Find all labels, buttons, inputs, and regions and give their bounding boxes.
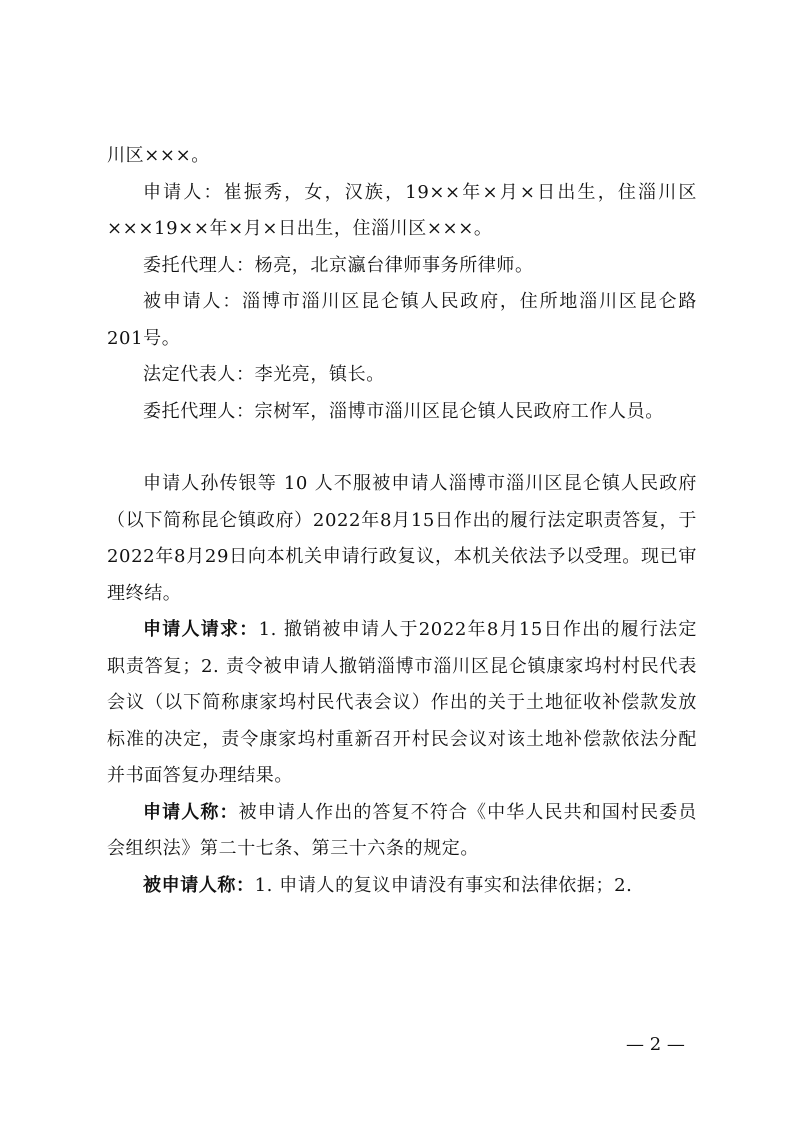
paragraph-respondent-claims: [107, 868, 697, 905]
paragraph-text: 法定代表人：李光亮，镇长。: [143, 364, 385, 385]
paragraph-applicant-agent: [107, 248, 697, 285]
paragraph-label: 申请人称：: [143, 801, 239, 823]
paragraph-case-intro: [107, 466, 697, 612]
page-number: — 2 —: [626, 1034, 685, 1055]
paragraph-text: 1. 撤销被申请人于2022年8月15日作出的履行法定职责答复；2. 责令被申请人撤销淄博市淄川区昆仑镇康家坞村村民代表会议（以下简称康家坞村民代表会议）作出的关于土地征收补偿款发放标准的决定，责令康家坞村重新召开村民会议对该土地补偿款依法分配并书面答复办理结果。: [107, 619, 697, 786]
paragraph-respondent-agent: [107, 394, 697, 431]
paragraph-applicant-claims: [107, 795, 697, 868]
paragraph-text: 被申请人作出的答复不符合《中华人民共和国村民委员会组织法》第二十七条、第三十六条的规定。: [107, 801, 697, 859]
paragraph-respondent: [107, 284, 697, 357]
paragraph-text: 委托代理人：杨亮，北京瀛台律师事务所律师。: [143, 254, 534, 276]
paragraph-text: 川区×××。: [107, 145, 210, 166]
paragraph-gap: [107, 430, 697, 466]
paragraph-legal-representative: [107, 357, 697, 394]
paragraph-text: 委托代理人：宗树军，淄博市淄川区昆仑镇人民政府工作人员。: [143, 400, 664, 422]
paragraph-text: 申请人：崔振秀，女，汉族，19××年×月×日出生，住淄川区×××19××年×月×日出生，住淄川区×××。: [107, 181, 697, 239]
paragraph-text: 被申请人：淄博市淄川区昆仑镇人民政府，住所地淄川区昆仑路201号。: [107, 291, 697, 349]
document-body: [107, 138, 697, 904]
paragraph-label: 申请人请求：: [143, 619, 259, 640]
paragraph-address-continuation: [107, 138, 697, 175]
paragraph-text: 申请人孙传银等 10 人不服被申请人淄博市淄川区昆仑镇人民政府（以下简称昆仑镇政府）2022年8月15日作出的履行法定职责答复，于2022年8月29日向本机关申请行政复议，本机关依法予以受理。现已审理终结。: [107, 473, 697, 604]
paragraph-text: 1. 申请人的复议申请没有事实和法律依据；2.: [254, 874, 633, 896]
paragraph-label: 被申请人称：: [143, 874, 255, 896]
paragraph-applicant: [107, 175, 697, 248]
paragraph-applicant-request: [107, 612, 697, 795]
